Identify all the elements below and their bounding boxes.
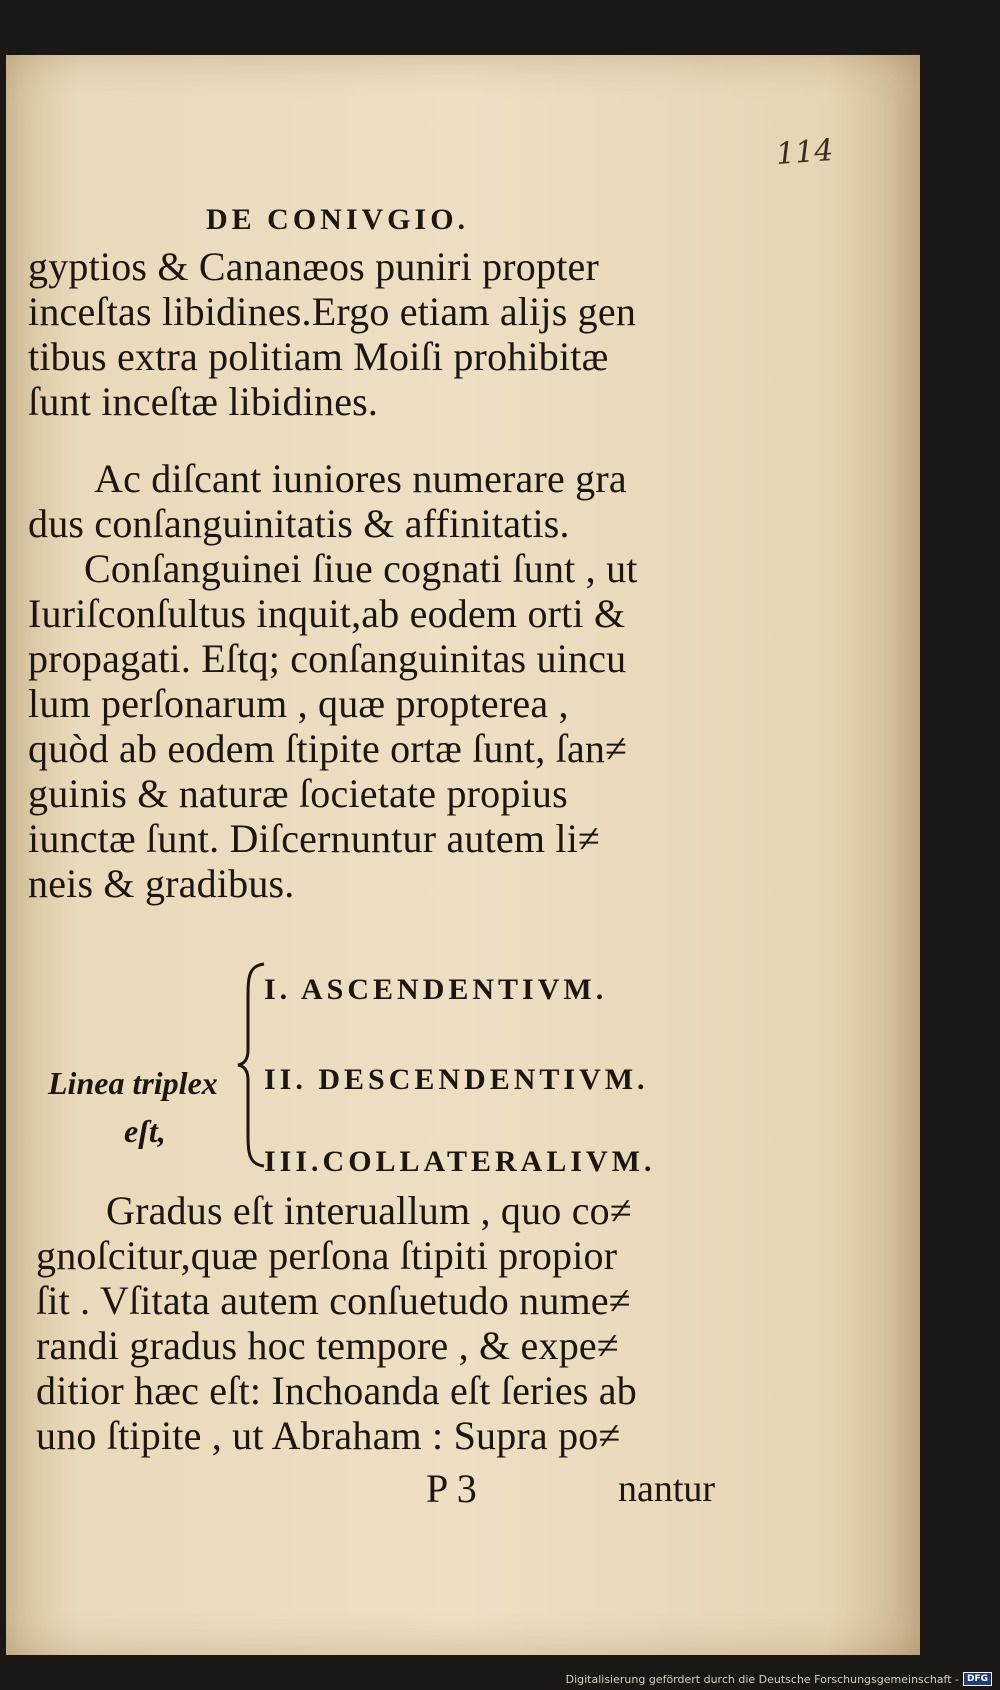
text-line: guinis & naturæ ſocietate propius: [28, 771, 568, 816]
text-line: inceſtas libidines.Ergo etiam alijs gen: [28, 289, 637, 334]
digitization-credit: [566, 1672, 992, 1686]
linea-label-continued: eſt,: [124, 1113, 166, 1149]
book-page: [6, 55, 920, 1655]
text-line: Conſanguinei ſiue cognati ſunt , ut: [84, 546, 638, 591]
running-head: DE CONIVGIO.: [206, 203, 470, 236]
catchword: nantur: [618, 1468, 716, 1510]
text-line: randi gradus hoc tempore , & expe≠: [36, 1323, 620, 1368]
linea-item: I. ASCENDENTIVM.: [264, 973, 608, 1006]
text-line: propagati. Eſtq; conſanguinitas uincu: [28, 636, 627, 681]
text-line: Ac diſcant iuniores numerare gra: [94, 456, 627, 501]
text-line: lum perſonarum , quæ propterea ,: [28, 681, 569, 726]
text-line: ſit . Vſitata autem conſuetudo nume≠: [36, 1278, 631, 1323]
text-line: Iuriſconſultus inquit,ab eodem orti &: [28, 591, 626, 636]
text-line: quòd ab eodem ſtipite ortæ ſunt, ſan≠: [28, 726, 628, 771]
text-line: ditior hæc eſt: Inchoanda eſt ſeries ab: [36, 1368, 637, 1413]
text-line: gyptios & Cananæos puniri propter: [28, 244, 599, 289]
text-line: gnoſcitur,quæ perſona ſtipiti propior: [36, 1233, 618, 1278]
text-line: uno ſtipite , ut Abraham : Supra po≠: [36, 1413, 621, 1458]
text-line: iunctæ ſunt. Diſcernuntur autem li≠: [28, 816, 601, 861]
text-line: Gradus eſt interuallum , quo co≠: [106, 1188, 633, 1233]
text-line: dus conſanguinitatis & affinitatis.: [28, 501, 570, 546]
text-line: neis & gradibus.: [28, 861, 295, 906]
credit-text: Digitalisierung gefördert durch die Deutsche Forschungsgemeinschaft -: [565, 1672, 959, 1686]
linea-item: II. DESCENDENTIVM.: [264, 1063, 649, 1096]
linea-item: III.COLLATERALIVM.: [264, 1145, 656, 1178]
signature-mark: P 3: [426, 1466, 477, 1511]
text-line: ſunt inceſtæ libidines.: [28, 379, 379, 424]
dfg-logo-icon: DFG: [963, 1672, 992, 1686]
linea-label: Linea triplex: [48, 1065, 218, 1101]
handwritten-page-number: 114: [774, 133, 835, 172]
text-line: tibus extra politiam Moiſi prohibitæ: [28, 334, 609, 379]
